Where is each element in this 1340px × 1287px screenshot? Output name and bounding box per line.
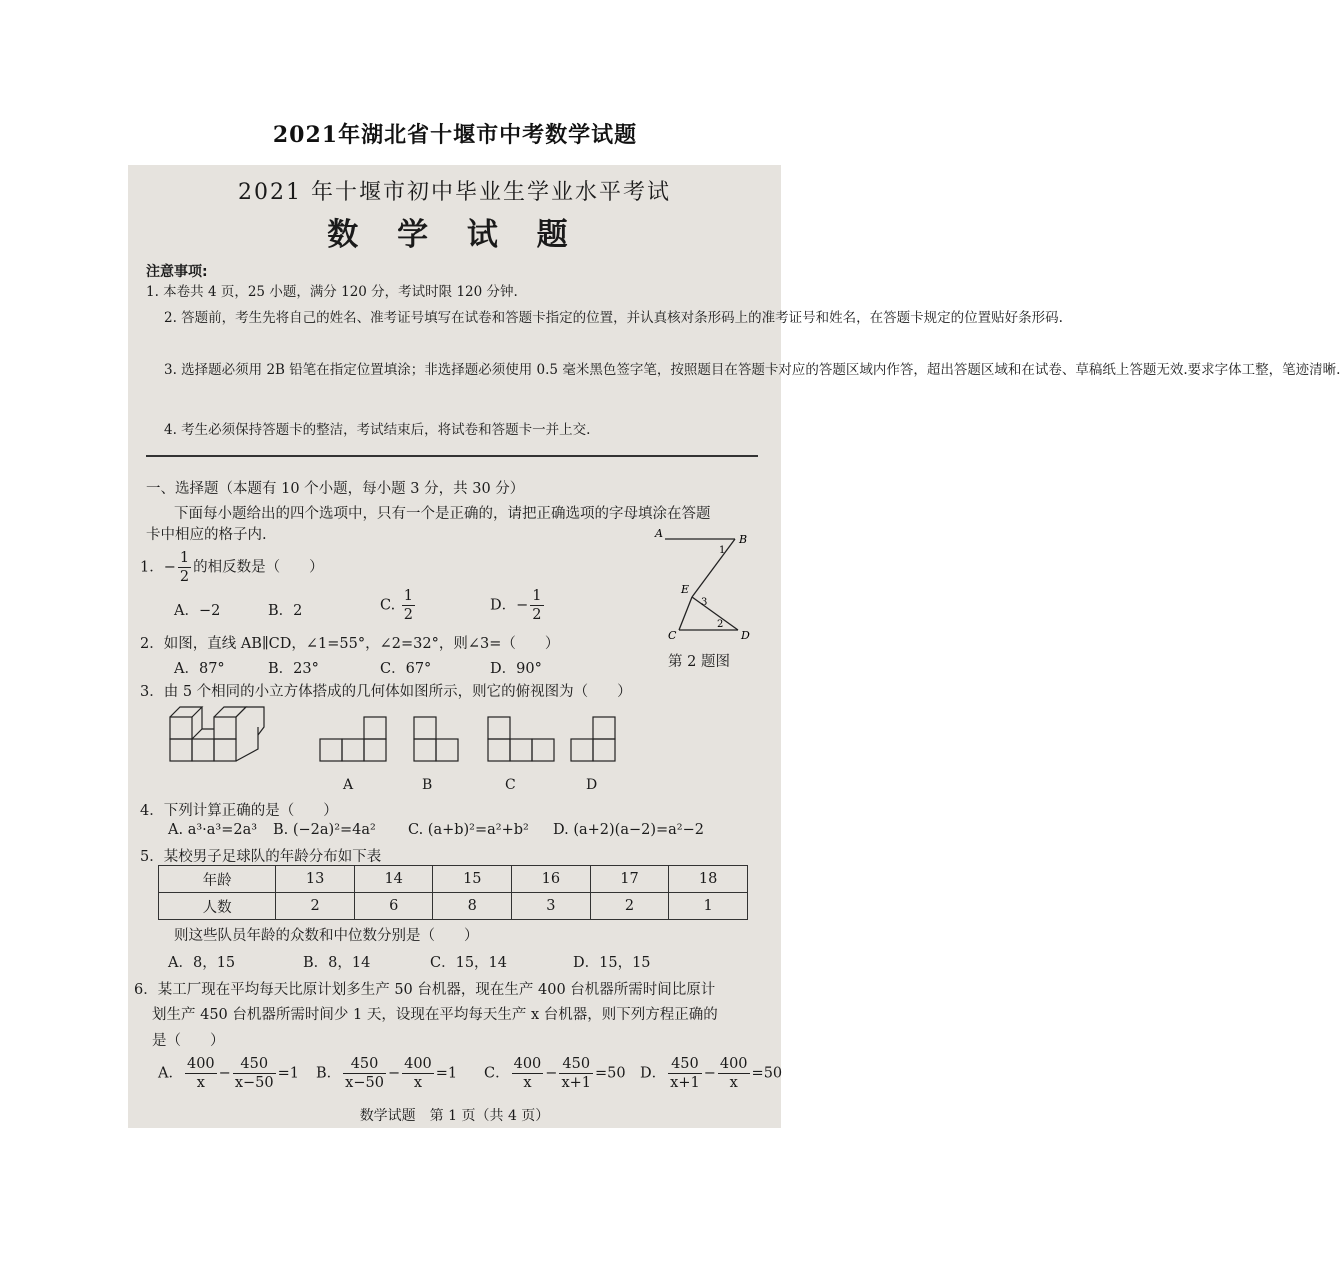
option-c: C．15，14 (430, 955, 507, 971)
exam-name: 2021 年十堰市初中毕业生学业水平考试 (238, 180, 671, 205)
fraction-numerator: 1 (179, 550, 190, 566)
question-2: 2．如图，直线 AB∥CD，∠1=55°，∠2=32°，则∠3=（ ） (140, 636, 560, 652)
table-cell: 13 (276, 866, 355, 893)
angle-label: 3 (701, 597, 708, 608)
fraction (559, 1055, 593, 1092)
question-6-line: 划生产 450 台机器所需时间少 1 天，设现在平均每天生产 x 台机器，则下列方程正确的 (152, 1007, 718, 1023)
minus-sign: − (163, 559, 176, 576)
option-a: A．8，15 (168, 955, 236, 971)
option-label: A (343, 777, 354, 793)
fraction-numerator: 1 (532, 588, 542, 604)
option-a: A. a³·a³=2a³ (168, 822, 258, 838)
section-intro: 卡中相应的格子内. (146, 527, 267, 543)
note-item: 1. 本卷共 4 页，25 小题，满分 120 分，考试时限 120 分钟. (146, 284, 518, 300)
fraction (178, 549, 191, 586)
option-d: D．15，15 (573, 955, 651, 971)
option-b: B．8，14 (303, 955, 371, 971)
option-b: B．2 (268, 603, 303, 619)
fraction-numerator: 1 (403, 588, 414, 604)
question-5: 5．某校男子足球队的年龄分布如下表 (140, 849, 382, 865)
fraction (402, 587, 415, 624)
question-6-line: 6．某工厂现在平均每天比原计划多生产 50 台机器，现在生产 400 台机器所需时间比原计 (134, 982, 716, 998)
table-cell: 3 (512, 893, 591, 920)
fraction-denominator: x (523, 1075, 532, 1091)
question-6-line: 是（ ） (152, 1033, 225, 1049)
figure-caption: 第 2 题图 (668, 654, 730, 670)
fraction (530, 587, 543, 624)
question-number: 1． (140, 559, 164, 576)
angle-label: 1 (719, 545, 726, 556)
fraction (233, 1055, 276, 1092)
question-1 (140, 549, 324, 586)
option-c: C. (a+b)²=a²+b² (408, 822, 529, 838)
fraction-numerator: 450 (668, 1055, 702, 1074)
question-3: 3．由 5 个相同的小立方体搭成的几何体如图所示，则它的俯视图为（ ） (140, 684, 632, 700)
point-label: D (741, 629, 750, 642)
fraction-denominator: x (729, 1075, 738, 1091)
table-header-cell: 人数 (159, 893, 276, 920)
table-cell: 1 (669, 893, 748, 920)
table-cell: 16 (512, 866, 591, 893)
option-label: D (586, 777, 598, 793)
fraction-denominator: x (413, 1075, 423, 1091)
option-label: D． (640, 1065, 667, 1082)
option-c: C．67° (380, 661, 432, 677)
fraction-denominator: x−50 (345, 1075, 384, 1091)
question-4: 4．下列计算正确的是（ ） (140, 803, 338, 819)
note-item: 3. 选择题必须用 2B 铅笔在指定位置填涂；非选择题必须使用 0.5 毫米黑色签字笔，按照题目在答题卡对应的答题区域内作答，超出答题区域和在试卷、草稿纸上答题无效.要求字体工整，笔迹清晰. (164, 362, 1340, 378)
view-option-a (318, 715, 388, 765)
angle-label: 2 (717, 619, 724, 630)
option-label: C. (380, 597, 396, 614)
option-b: B. (−2a)²=4a² (273, 822, 376, 838)
option-d (490, 587, 546, 624)
option-c (380, 587, 417, 624)
point-label: A (655, 527, 663, 540)
table-cell: 6 (354, 893, 433, 920)
cube-solid-figure (168, 713, 264, 777)
equation-rhs: =50 (751, 1065, 783, 1082)
point-label: C (668, 629, 677, 642)
fraction (343, 1055, 386, 1092)
fraction-denominator: x (196, 1075, 205, 1091)
option-label: A． (158, 1065, 183, 1082)
point-label: E (681, 583, 690, 596)
fraction-numerator: 400 (186, 1056, 215, 1072)
fraction (512, 1055, 544, 1092)
table-cell: 18 (669, 866, 748, 893)
divider (146, 455, 758, 457)
option-label: B． (316, 1065, 342, 1082)
minus-sign: − (703, 1065, 716, 1082)
fraction-numerator: 450 (559, 1055, 593, 1074)
table-cell: 15 (433, 866, 512, 893)
table-cell: 2 (276, 893, 355, 920)
question-stem: 的相反数是（ ） (193, 559, 324, 576)
equation-rhs: =1 (435, 1065, 458, 1082)
option-label: C (505, 777, 516, 793)
table-row (159, 893, 748, 920)
option-a (158, 1055, 299, 1092)
table-cell: 14 (354, 866, 433, 893)
question-5-prompt: 则这些队员年龄的众数和中位数分别是（ ） (174, 928, 479, 944)
note-item: 4. 考生必须保持答题卡的整洁，考试结束后，将试卷和答题卡一并上交. (164, 422, 591, 438)
minus-sign: − (387, 1065, 401, 1082)
option-label: C． (484, 1065, 510, 1082)
fraction-numerator: 400 (513, 1056, 542, 1072)
option-label: B (422, 777, 433, 793)
option-b: B．23° (268, 661, 319, 677)
section-title: 一、选择题（本题有 10 个小题，每小题 3 分，共 30 分） (146, 481, 525, 497)
option-d (640, 1055, 782, 1092)
fraction-numerator: 450 (233, 1055, 276, 1074)
document-title: 2021年湖北省十堰市中考数学试题 (272, 122, 638, 148)
equation-rhs: =50 (595, 1065, 626, 1082)
minus-sign: − (218, 1065, 231, 1082)
option-a: A．87° (174, 661, 225, 677)
fraction-numerator: 450 (343, 1055, 386, 1074)
option-d: D．90° (490, 661, 542, 677)
fraction-denominator: 2 (532, 607, 542, 623)
section-intro: 下面每小题给出的四个选项中，只有一个是正确的，请把正确选项的字母填涂在答题 (174, 506, 711, 522)
fraction-denominator: 2 (403, 607, 414, 623)
option-d: D. (a+2)(a−2)=a²−2 (553, 822, 704, 838)
age-table (158, 865, 748, 920)
point-label: B (739, 533, 748, 546)
table-row (159, 866, 748, 893)
fraction-denominator: x+1 (670, 1075, 700, 1091)
view-option-c (486, 715, 556, 765)
view-option-d (569, 715, 617, 765)
option-b (316, 1055, 457, 1092)
option-label: D．− (490, 597, 529, 614)
question-2-figure (653, 527, 773, 642)
minus-sign: − (545, 1065, 558, 1082)
view-option-b (412, 715, 460, 765)
fraction (402, 1055, 434, 1092)
fraction-numerator: 400 (719, 1056, 748, 1072)
table-header-cell: 年龄 (159, 866, 276, 893)
equation-rhs: =1 (277, 1065, 299, 1082)
fraction-denominator: x−50 (234, 1075, 274, 1091)
exam-paper-photo (128, 165, 1340, 1128)
fraction (185, 1055, 217, 1092)
table-cell: 2 (590, 893, 669, 920)
fraction-denominator: 2 (179, 569, 190, 585)
table-cell: 17 (590, 866, 669, 893)
exam-subject: 数 学 试 题 (327, 217, 582, 253)
notes-heading: 注意事项: (146, 264, 208, 280)
fraction (718, 1055, 750, 1092)
fraction-denominator: x+1 (561, 1075, 592, 1091)
page-footer: 数学试题 第 1 页（共 4 页） (359, 1108, 550, 1124)
note-item: 2. 答题前，考生先将自己的姓名、准考证号填写在试卷和答题卡指定的位置，并认真核对条形码上的准考证号和姓名，在答题卡规定的位置贴好条形码. (164, 310, 1063, 326)
table-cell: 8 (433, 893, 512, 920)
option-c (484, 1055, 626, 1092)
option-a: A．−2 (174, 603, 221, 619)
fraction (668, 1055, 702, 1092)
fraction-numerator: 400 (404, 1056, 432, 1072)
